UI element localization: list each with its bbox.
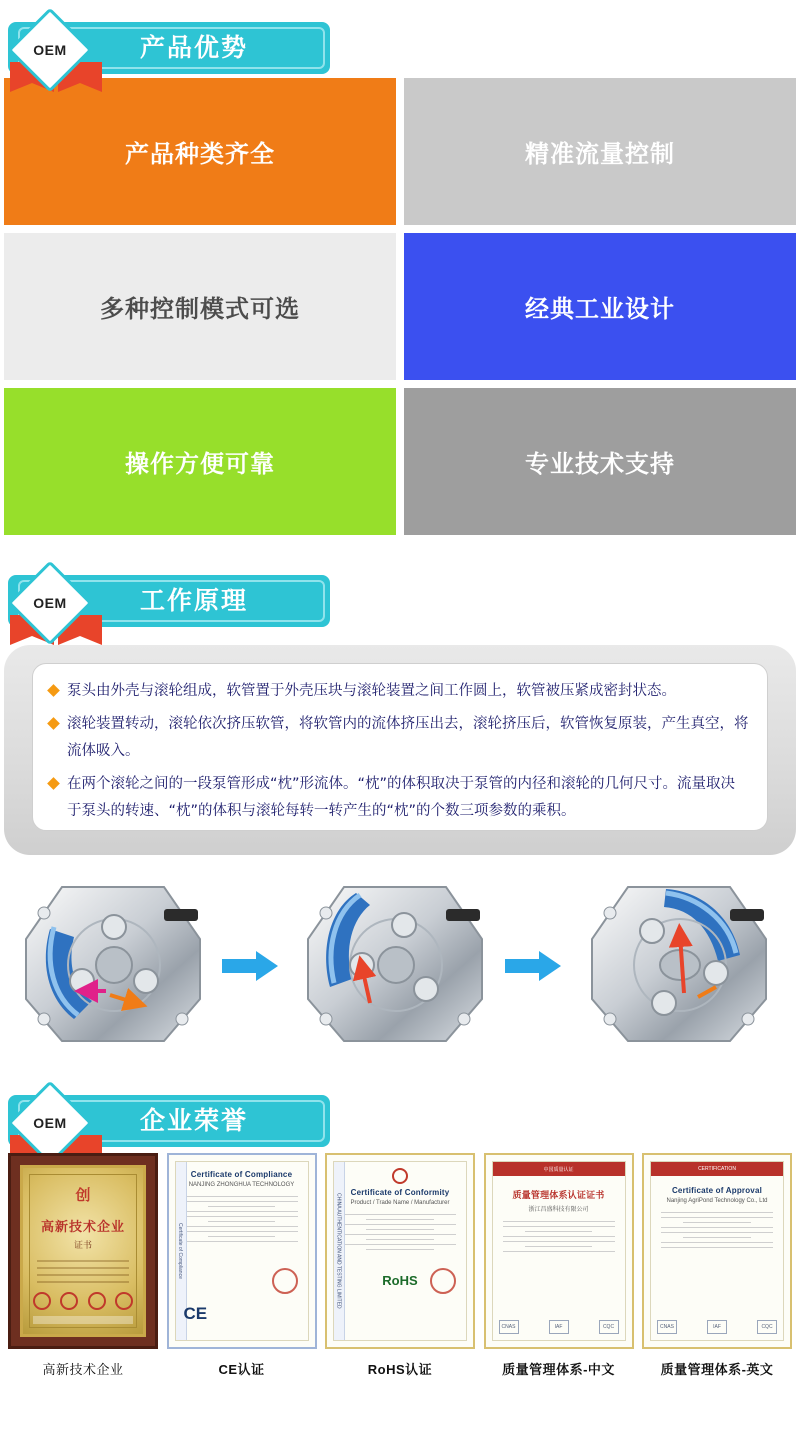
certificate-image-1: [8, 1153, 158, 1349]
plaque-seals: [33, 1292, 133, 1310]
principle-bullet-2: [49, 711, 749, 765]
paper-title: Certificate of Approval: [671, 1186, 763, 1195]
paper-stamp-icon: [272, 1268, 298, 1294]
section-title-principle: 工作原理: [140, 587, 249, 615]
ce-mark-icon: CE: [183, 1304, 208, 1323]
honor-caption-1: 高新技术企业: [42, 1362, 124, 1377]
paper-text-lines: [503, 1221, 615, 1252]
paper-badge-icon: [392, 1168, 408, 1184]
oem-label: OEM: [33, 595, 67, 611]
advantage-card-1: [0, 74, 400, 229]
honor-item-2[interactable]: [167, 1153, 317, 1378]
principle-bullet-text-3: 在两个滚轮之间的一段泵管形成“枕”形流体。“枕”的体积取决于泵管的内径和滚轮的几何尺寸。流量取决于泵头的转速、“枕”的体积与滚轮每转一转产生的“枕”的个数三项参数的乘积。: [67, 776, 736, 819]
paper-text-lines: [661, 1212, 773, 1248]
paper-red-header: CERTIFICATION: [651, 1162, 783, 1176]
honor-item-3[interactable]: [325, 1153, 475, 1378]
paper-accreditation-marks: [499, 1320, 619, 1334]
arrow-right-icon-1: [222, 949, 278, 983]
accreditation-mark-3: CQC: [757, 1320, 777, 1334]
plaque-logo-icon: 创: [75, 1187, 91, 1204]
paper-stamp-icon: [430, 1268, 456, 1294]
diamond-bullet-icon: [47, 717, 60, 730]
honor-caption-3: RoHS认证: [367, 1362, 433, 1377]
plaque-frame: [8, 1153, 158, 1349]
pump-diagram-step-2: [296, 869, 496, 1059]
advantage-label-2: 精准流量控制: [525, 141, 675, 168]
plaque-inner: [20, 1165, 146, 1337]
rohs-mark-icon: RoHS: [382, 1273, 418, 1288]
paper-inner: [650, 1161, 784, 1341]
section-title-advantages: 产品优势: [140, 34, 249, 62]
honor-item-1[interactable]: [8, 1153, 158, 1378]
paper-certificate: [325, 1153, 475, 1349]
principle-bullet-text-1: 泵头由外壳与滚轮组成，软管置于外壳压块与滚轮装置之间工作圆上，软管被压紧成密封状态。: [67, 683, 676, 699]
pump-diagram-step-1: [14, 869, 214, 1059]
paper-subtitle: NANJING ZHONGHUA TECHNOLOGY: [188, 1182, 295, 1188]
oem-label: OEM: [33, 42, 67, 58]
accreditation-mark-2: IAF: [549, 1320, 569, 1334]
section-title-honors: 企业荣誉: [140, 1107, 249, 1135]
plaque-footer-band: [33, 1316, 133, 1324]
principle-text-box: [32, 663, 768, 831]
pump-head-illustration-3: [580, 869, 780, 1059]
advantages-grid: [0, 74, 800, 539]
honor-caption-4: 质量管理体系-中文: [502, 1362, 615, 1377]
advantage-card-4: [400, 229, 800, 384]
accreditation-mark-3: CQC: [599, 1320, 619, 1334]
certificate-image-3: [325, 1153, 475, 1349]
advantage-label-3: 多种控制模式可选: [100, 296, 300, 323]
advantage-label-6: 专业技术支持: [525, 451, 675, 478]
principle-bullet-1: [49, 678, 749, 705]
certificate-image-2: [167, 1153, 317, 1349]
paper-certificate: [484, 1153, 634, 1349]
paper-title: Certificate of Conformity: [350, 1188, 450, 1197]
paper-text-lines: [186, 1196, 298, 1242]
honors-row: [0, 1147, 800, 1378]
diamond-bullet-icon: [47, 684, 60, 697]
principle-section: [0, 627, 800, 855]
plaque-text-lines: [37, 1260, 129, 1288]
diamond-bullet-icon: [47, 777, 60, 790]
oem-label: OEM: [33, 1115, 67, 1131]
section-header-honors: [0, 1073, 800, 1147]
paper-certificate: [642, 1153, 792, 1349]
paper-side-text: Certificate of Compliance: [175, 1162, 187, 1340]
honor-caption-5: 质量管理体系-英文: [660, 1362, 774, 1377]
advantage-card-2: [400, 74, 800, 229]
advantage-card-3: [0, 229, 400, 384]
paper-inner: [492, 1161, 626, 1341]
paper-title: Certificate of Compliance: [190, 1170, 293, 1179]
paper-certificate: [167, 1153, 317, 1349]
principle-bullet-3: [49, 771, 749, 825]
paper-red-header: 中国质量认证: [493, 1162, 625, 1176]
pump-head-illustration-2: [296, 869, 496, 1059]
pump-head-illustration-1: [14, 869, 214, 1059]
honor-item-5[interactable]: [642, 1153, 792, 1378]
advantage-label-5: 操作方便可靠: [125, 451, 275, 478]
paper-inner: [175, 1161, 309, 1341]
paper-subtitle: Product / Trade Name / Manufacturer: [350, 1200, 450, 1206]
accreditation-mark-2: IAF: [707, 1320, 727, 1334]
paper-title: 质量管理体系认证证书: [512, 1190, 605, 1200]
plaque-subtitle: 证书: [73, 1240, 92, 1250]
plaque-title: 高新技术企业: [40, 1219, 125, 1234]
advantage-label-4: 经典工业设计: [525, 296, 675, 323]
accreditation-mark-1: CNAS: [657, 1320, 677, 1334]
section-header-principle: [0, 553, 800, 627]
principle-bullet-text-2: 滚轮装置转动，滚轮依次挤压软管，将软管内的流体挤压出去，滚轮挤压后，软管恢复原装，产生真空，将流体吸入。: [67, 716, 749, 759]
advantage-card-5: [0, 384, 400, 539]
honor-caption-2: CE认证: [218, 1362, 265, 1377]
paper-subtitle: Nanjing AgriPond Technology Co., Ltd: [666, 1198, 768, 1204]
arrow-right-icon-2: [505, 949, 561, 983]
oem-ribbon-badge: [8, 18, 104, 92]
pump-diagram-step-3: [580, 869, 780, 1059]
section-header-advantages: [0, 0, 800, 74]
paper-inner: [333, 1161, 467, 1341]
principle-panel: [4, 645, 796, 855]
honor-item-4[interactable]: [484, 1153, 634, 1378]
pump-diagram-row: [0, 861, 800, 1071]
certificate-image-4: [484, 1153, 634, 1349]
certificate-image-5: [642, 1153, 792, 1349]
advantage-label-1: 产品种类齐全: [125, 141, 275, 168]
paper-subtitle: 浙江昌盛科技有限公司: [528, 1207, 589, 1213]
paper-text-lines: [344, 1214, 456, 1250]
paper-accreditation-marks: [657, 1320, 777, 1334]
accreditation-mark-1: CNAS: [499, 1320, 519, 1334]
advantage-card-6: [400, 384, 800, 539]
paper-side-text: CHINA AUTHENTICATION AND TESTING LIMITED: [333, 1162, 345, 1340]
